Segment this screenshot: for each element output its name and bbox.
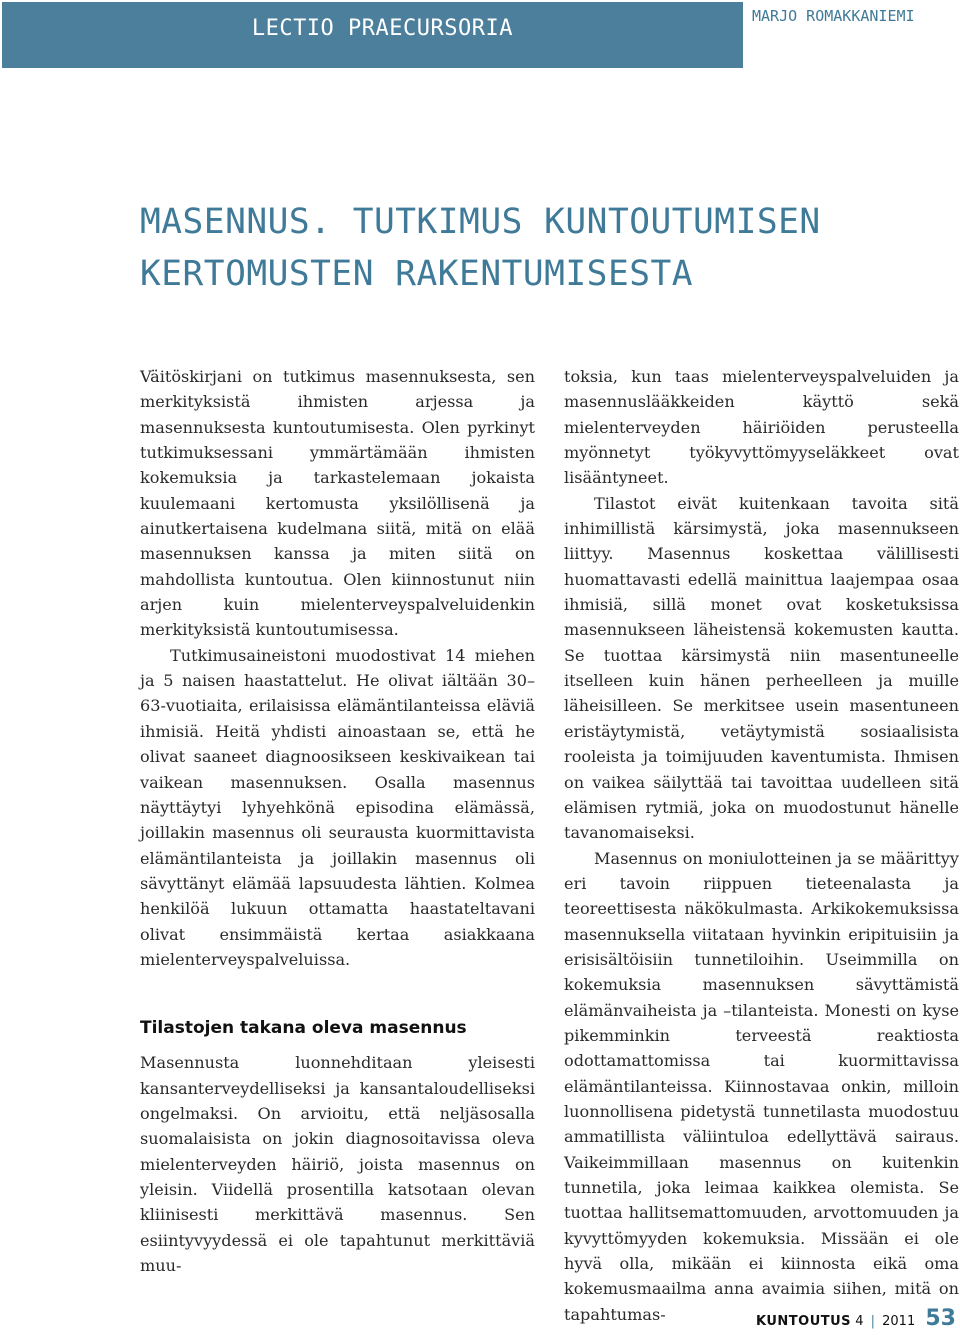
article-title bbox=[140, 196, 940, 300]
article-title-line-1: MASENNUS. TUTKIMUS KUNTOUTUMISEN bbox=[140, 202, 821, 242]
header-band bbox=[2, 2, 743, 68]
left-column bbox=[140, 364, 535, 1278]
body-paragraph: Masennusta luonnehditaan yleisesti kansanterveydelliseksi ja kansantaloudelliseksi ongelmaksi. On arvioitu, että neljäsosalla suomalaisista on jokin diagnosoitavissa oleva mielenterveyden häiriö, joista masennus on yleisin. Viidellä prosentilla katsotaan olevan kliinisesti merkittävä masennus. Sen esiintyvyydessä ei ole tapahtunut merkittäviä muu- bbox=[140, 1053, 535, 1275]
body-paragraph: Tilastot eivät kuitenkaan tavoita sitä inhimillistä kärsimystä, joka masennukseen liittyy. Masennus koskettaa välillisesti huomattavasti edellä mainittua laajempaa osaa ihmisiä, sillä monet ovat kosketuksissa masennukseen läheistensä kokemusten kautta. Se tuottaa kärsimystä niin masentuneelle itselleen kuin hänen perheelleen ja muille läheisilleen. Se merkitsee usein masentuneen eristäytymistä, vetäytymistä sosiaalisista rooleista ja toimijuuden kaventumista. Ihmisen on vaikea säilyttää tai tavoittaa uudelleen sitä elämisen rytmiä, joka on muodostunut hänelle tavanomaiseksi. bbox=[564, 493, 959, 843]
journal-name: KUNTOUTUS bbox=[756, 1314, 852, 1329]
article-title-line-2: KERTOMUSTEN RAKENTUMISESTA bbox=[140, 254, 694, 294]
author-name: MARJO ROMAKKANIEMI bbox=[752, 7, 915, 25]
body-paragraph: Masennus on moniulotteinen ja se määrittyy eri tavoin riippuen tieteenalasta ja teoreettisesta näkökulmasta. Arkikokemuksissa masennuksella viitataan hyvinkin eripituisiin ja erisisältöisiin tunnetiloihin. Useimmilla on kokemuksia masennuksen sävyttämistä elämänvaiheista ja –tilanteista. Monesti on kyse pikemminkin terveestä reaktiosta odottamattomissa tai kuormittavissa elämäntilanteissa. Kiinnostavaa onkin, milloin luonnollisena pidetystä tunnetilasta muodostuu ammatillista väliintuloa edellyttävä sairaus. Vaikeimmillaan masennus on kuitenkin tunnetila, joka leimaa kaikkea olemista. Se tuottaa hallitsemattomuuden, arvottomuuden ja kyvyttömyyden kokemuksia. Missään ei ole hyvä olla, mikään ei kiinnosta eikä oma kokemusmaailma anna avaimia siihen, mitä on tapahtumas- bbox=[564, 848, 959, 1324]
body-paragraph: Väitöskirjani on tutkimus masennuksesta, sen merkityksistä ihmisten arjessa ja masennuksesta kuntoutumisesta. Olen pyrkinyt tutkimuksessani ymmärtämään ihmisten kokemuksia ja tarkastelemaan jokaista kuulemaani kertomusta yksilöllisenä ja ainutkertaisena kudelmana siitä, mitä on elää masennuksen kanssa ja miten siitä on mahdollista kuntoutua. Olen kiinnostunut niin arjen kuin mielenterveyspalveluidenkin merkityksistä kuntoutumisessa. bbox=[140, 367, 535, 640]
body-paragraph: Tutkimusaineistoni muodostivat 14 miehen ja 5 naisen haastattelut. He olivat iältään 30–63-vuotiaita, erilaisissa elämäntilanteissa eläviä ihmisiä. Heitä yhdisti ainoastaan se, että he olivat saaneet diagnoosikseen keskivaikean tai vaikean masennuksen. Osalla masennus näyttäytyi lyhyehkönä episodina elämässä, joillakin masennus oli seurausta kuormittavista elämäntilanteista ja joillakin masennus oli sävyttänyt elämää lapsuudesta lähtien. Kolmea henkilöä lukuun ottamatta haastateltavani olivat ensimmäistä kertaa asiakkaana mielenterveyspalveluissa. bbox=[140, 645, 535, 969]
page-number: 53 bbox=[925, 1306, 956, 1331]
issue-number: 4 bbox=[855, 1314, 864, 1329]
section-label: LECTIO PRAECURSORIA bbox=[251, 16, 513, 41]
page-footer bbox=[756, 1306, 956, 1331]
section-heading: Tilastojen takana oleva masennus bbox=[140, 1018, 467, 1039]
issue-year: 2011 bbox=[882, 1314, 916, 1329]
body-paragraph: toksia, kun taas mielenterveyspalveluiden ja masennuslääkkeiden käyttö sekä mielenterveyden häiriöiden perusteella myönnetyt työkyvyttömyyseläkkeet ovat lisääntyneet. bbox=[564, 367, 959, 488]
right-column bbox=[564, 364, 959, 1327]
footer-divider: | bbox=[870, 1314, 875, 1329]
